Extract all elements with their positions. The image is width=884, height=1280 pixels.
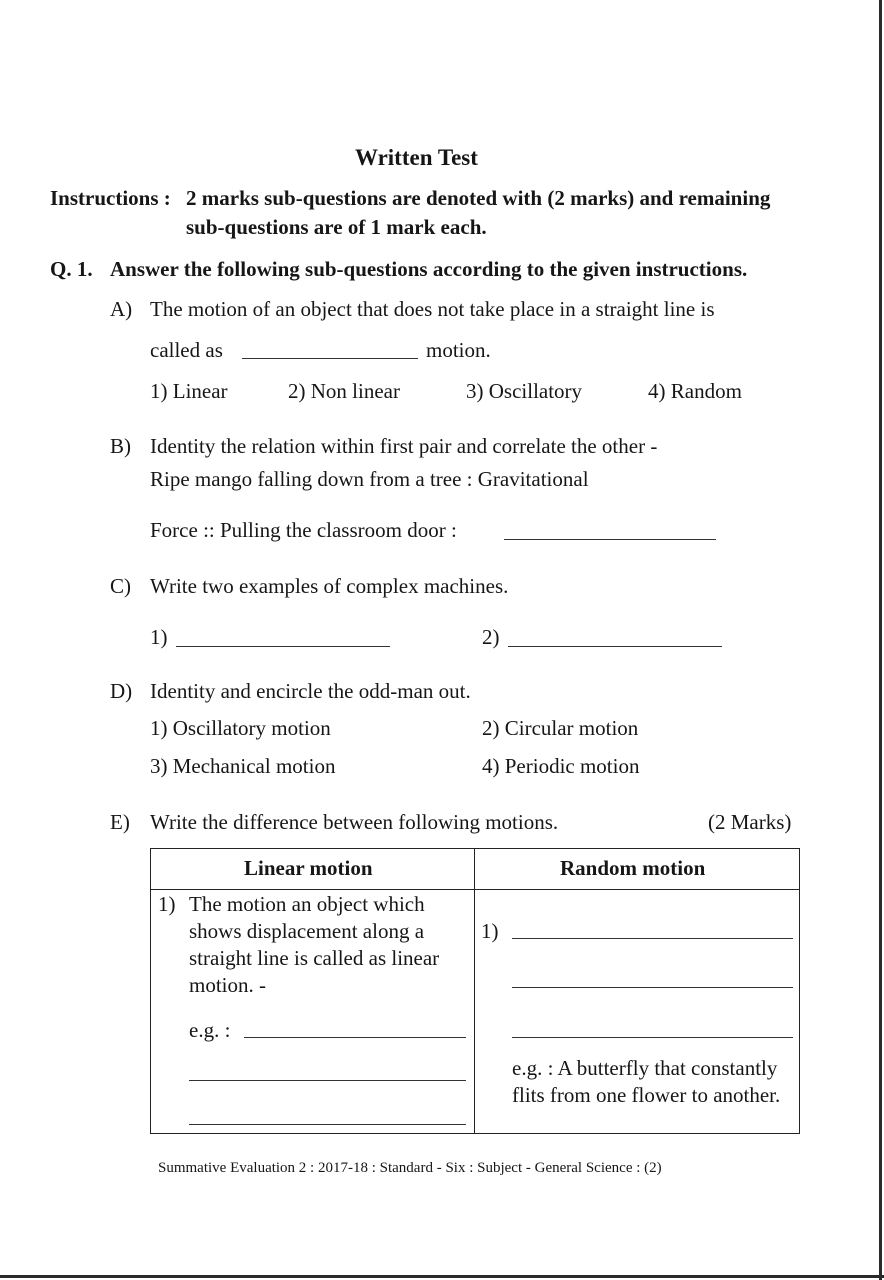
subq-a-option-4: 4) Random [648,379,742,403]
linear-item-number: 1) [158,892,176,916]
subq-a-option-2: 2) Non linear [288,379,400,403]
random-item-number: 1) [481,919,499,943]
table-header-linear: Linear motion [244,856,373,880]
subq-e-label: E) [110,810,130,834]
linear-definition-line-1: The motion an object which [189,892,425,916]
table-header-random: Random motion [560,856,706,880]
random-definition-blank-1[interactable] [512,938,793,939]
random-definition-blank-2[interactable] [512,987,793,988]
page-title: Written Test [355,145,478,170]
subq-c-line-1: Write two examples of complex machines. [150,574,509,598]
question-number: Q. 1. [50,257,93,281]
subq-d-option-1: 1) Oscillatory motion [150,716,331,740]
subq-e-line-1: Write the difference between following motions. [150,810,559,834]
subq-e-marks: (2 Marks) [708,810,792,834]
subq-a-line-2-start: called as [150,338,223,362]
subq-b-line-1: Identity the relation within first pair and correlate the other - [150,434,658,458]
linear-example-blank-2[interactable] [189,1080,466,1081]
random-example-line-1: e.g. : A butterfly that constantly [512,1056,778,1080]
linear-definition-line-3: straight line is called as linear [189,946,440,970]
table-column-divider [474,849,475,1133]
subq-a-answer-blank[interactable] [242,358,418,359]
page-footer: Summative Evaluation 2 : 2017-18 : Standard - Six : Subject - General Science : (2) [158,1160,662,1176]
subq-a-option-1: 1) Linear [150,379,228,403]
subq-c-blank-2-label: 2) [482,625,500,649]
subq-d-option-2: 2) Circular motion [482,716,639,740]
linear-example-blank-1[interactable] [244,1037,466,1038]
subq-a-label: A) [110,297,133,321]
subq-d-option-3: 3) Mechanical motion [150,754,336,778]
question-prompt: Answer the following sub-questions according to the given instructions. [110,257,748,281]
subq-c-answer-blank-1[interactable] [176,646,390,647]
subq-d-option-4: 4) Periodic motion [482,754,640,778]
subq-b-answer-blank[interactable] [504,539,716,540]
subq-d-line-1: Identity and encircle the odd-man out. [150,679,471,703]
linear-definition-line-4: motion. - [189,973,266,997]
page-edge-bottom [0,1275,884,1278]
instructions-label: Instructions : [50,186,171,210]
subq-a-option-3: 3) Oscillatory [466,379,583,403]
subq-a-line-1: The motion of an object that does not take place in a straight line is [150,297,715,321]
subq-b-label: B) [110,434,131,458]
subq-c-blank-1-label: 1) [150,625,168,649]
subq-d-label: D) [110,679,133,703]
page-edge-right [879,0,882,1280]
subq-c-answer-blank-2[interactable] [508,646,722,647]
instructions-line-2: sub-questions are of 1 mark each. [186,215,487,239]
linear-example-label: e.g. : [189,1018,231,1042]
random-definition-blank-3[interactable] [512,1037,793,1038]
instructions-line-1: 2 marks sub-questions are denoted with (2 marks) and remaining [186,186,771,210]
subq-a-line-2-end: motion. [426,338,491,362]
subq-b-line-2: Ripe mango falling down from a tree : Gravitational [150,467,589,491]
subq-b-line-3: Force :: Pulling the classroom door : [150,518,457,542]
linear-definition-line-2: shows displacement along a [189,919,425,943]
linear-example-blank-3[interactable] [189,1124,466,1125]
random-example-line-2: flits from one flower to another. [512,1083,781,1107]
subq-c-label: C) [110,574,131,598]
